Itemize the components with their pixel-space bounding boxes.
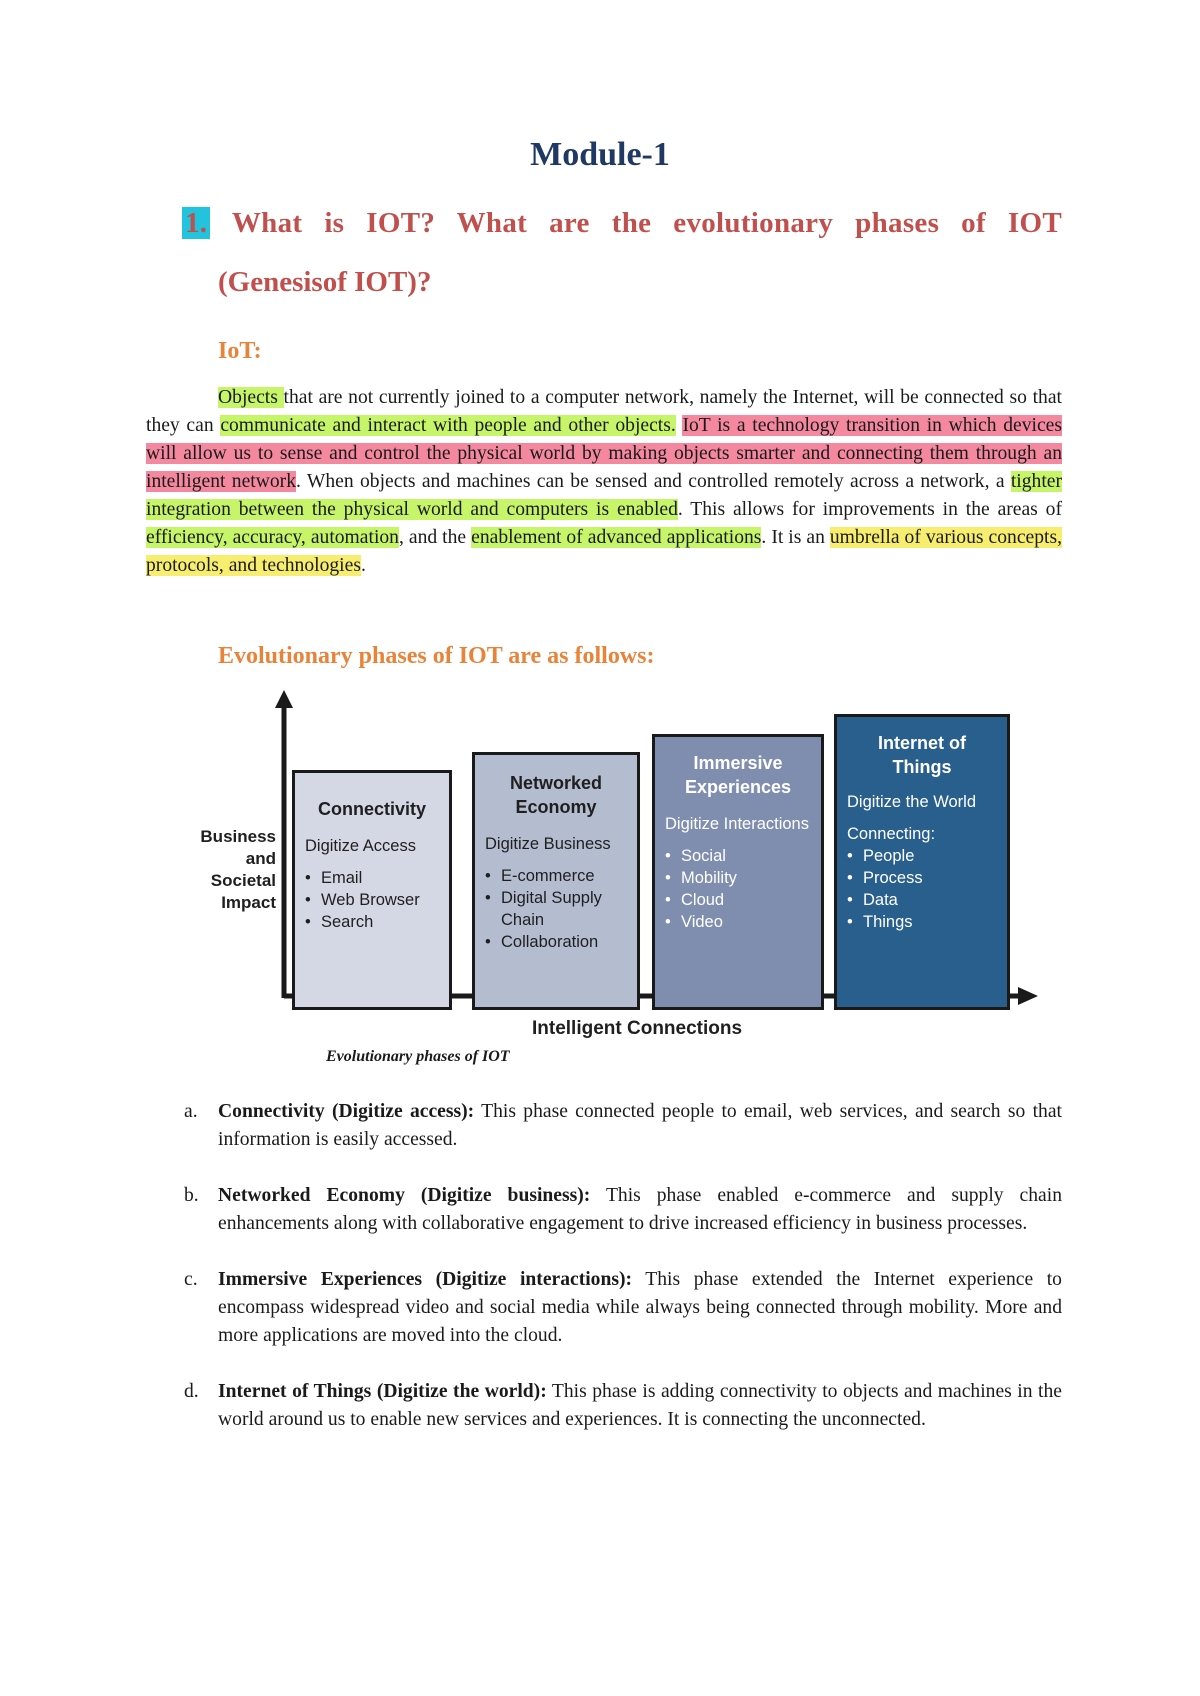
- list-term: Immersive Experiences (Digitize interactions):: [218, 1269, 633, 1290]
- iot-heading: IoT:: [218, 338, 262, 364]
- phase-item: • Search: [305, 911, 439, 933]
- question-heading: [182, 207, 1062, 240]
- phase-item: • Cloud: [665, 889, 811, 911]
- highlight-red: IoT is a technology transition in which devices will allow us to sense and control the physical world by making objects smarter and connecting them through an intelligent network: [146, 415, 1062, 492]
- phase-title-block: [665, 751, 811, 799]
- phase-box-immersive-experiences: [652, 734, 824, 1010]
- phase-item: • People: [847, 845, 997, 867]
- list-text: This phase enabled e-commerce and supply chain enhancements along with collaborative engagement to drive increased efficiency in business processes.: [218, 1185, 1062, 1234]
- list-term: Networked Economy (Digitize business):: [218, 1185, 591, 1206]
- phase-subtitle: Digitize the World: [847, 793, 976, 811]
- text-span: . This allows for improvements in the areas of: [677, 499, 1062, 520]
- phases-list: [146, 1098, 1062, 1462]
- evolution-diagram: [180, 690, 1040, 1039]
- evolutionary-phases-heading: Evolutionary phases of IOT are as follows:: [218, 643, 655, 669]
- list-marker: a.: [184, 1101, 198, 1122]
- phase-title: Immersive: [693, 753, 783, 773]
- phase-title: Internet of: [878, 733, 966, 753]
- module-title: Module-1: [530, 136, 670, 173]
- phase-title-block: [847, 731, 997, 779]
- phase-items: [305, 867, 439, 933]
- phase-item: • Things: [847, 911, 997, 933]
- list-item: [146, 1098, 1062, 1154]
- phase-item: • Data: [847, 889, 997, 911]
- phase-box-networked-economy: [472, 752, 640, 1010]
- y-axis-label-line: Impact: [221, 893, 276, 912]
- highlight-green: Objects: [218, 387, 284, 408]
- phase-title: Things: [892, 757, 952, 777]
- highlight-green: communicate and interact with people and other objects.: [220, 415, 676, 436]
- phase-title: Economy: [515, 797, 597, 817]
- list-marker: b.: [184, 1185, 199, 1206]
- phase-box-internet-of-things: [834, 714, 1010, 1010]
- iot-definition-paragraph: [146, 384, 1062, 580]
- phase-subtitle: Digitize Interactions: [665, 815, 809, 833]
- text-span: that are not currently joined to a computer network, namely the Internet, will be connected so that they can: [146, 387, 1062, 436]
- question-heading-line-2: (Genesisof IOT)?: [218, 266, 432, 298]
- list-text: This phase extended the Internet experience to encompass widespread video and social media while always being connected through mobility. More and more applications are moved into the cloud.: [218, 1269, 1062, 1346]
- y-axis-label: [180, 826, 276, 914]
- phase-subtitle: Digitize Access: [305, 837, 416, 855]
- figure-caption: Evolutionary phases of IOT: [326, 1048, 510, 1065]
- phase-item: • Web Browser: [305, 889, 439, 911]
- phase-title: Connectivity: [317, 799, 427, 819]
- phase-items: [485, 865, 627, 953]
- phase-item: • Email: [305, 867, 439, 889]
- list-term: Internet of Things (Digitize the world):: [218, 1381, 547, 1402]
- list-text: This phase is adding connectivity to objects and machines in the world around us to enable new services and experiences. It is connecting the unconnected.: [218, 1381, 1062, 1430]
- list-term: Connectivity (Digitize access):: [218, 1101, 475, 1122]
- phase-box-connectivity: [292, 770, 452, 1010]
- phase-item: • Video: [665, 911, 811, 933]
- phase-item: • Mobility: [665, 867, 811, 889]
- phase-title: Experiences: [684, 777, 792, 797]
- y-axis-label-line: Societal: [210, 871, 276, 890]
- list-item: [146, 1182, 1062, 1238]
- x-axis-arrow-icon: [1018, 987, 1038, 1005]
- highlight-green: enablement of advanced applications: [471, 527, 762, 548]
- phase-item: • Digital Supply Chain: [485, 887, 627, 931]
- phase-items: [847, 845, 997, 933]
- highlight-green: efficiency, accuracy, automation: [146, 527, 399, 548]
- list-text: This phase connected people to email, web services, and search so that information is easily accessed.: [218, 1101, 1062, 1150]
- phase-subtitle: Digitize Business: [485, 835, 611, 853]
- phase-item: • E-commerce: [485, 865, 627, 887]
- question-number: 1.: [182, 207, 210, 239]
- phase-item: • Collaboration: [485, 931, 627, 953]
- y-axis-label-line: and: [245, 849, 276, 868]
- x-axis-label: Intelligent Connections: [532, 1018, 743, 1039]
- phase-items: [665, 845, 811, 933]
- phase-item: • Process: [847, 867, 997, 889]
- highlight-yellow: umbrella of various concepts, protocols, and technologies: [146, 527, 1062, 576]
- text-span: . When objects and machines can be sensed and controlled remotely across a network, a: [296, 471, 1011, 492]
- y-axis-label-line: Business: [200, 827, 276, 846]
- list-item: [146, 1378, 1062, 1434]
- list-item: [146, 1266, 1062, 1350]
- y-axis-arrow-icon: [275, 690, 293, 708]
- text-span: .: [360, 555, 366, 576]
- highlight-green: tighter integration between the physical world and computers is enabled: [146, 471, 1062, 520]
- list-marker: d.: [184, 1381, 199, 1402]
- question-line-1: What is IOT? What are the evolutionary phases of IOT: [231, 207, 1062, 239]
- list-marker: c.: [184, 1269, 198, 1290]
- phase-title: Networked: [509, 773, 603, 793]
- text-span: . It is an: [761, 527, 830, 548]
- phase-item: • Social: [665, 845, 811, 867]
- phase-title-block: [485, 771, 627, 819]
- phase-subtitle-2: Connecting:: [847, 825, 936, 843]
- text-span: , and the: [398, 527, 472, 548]
